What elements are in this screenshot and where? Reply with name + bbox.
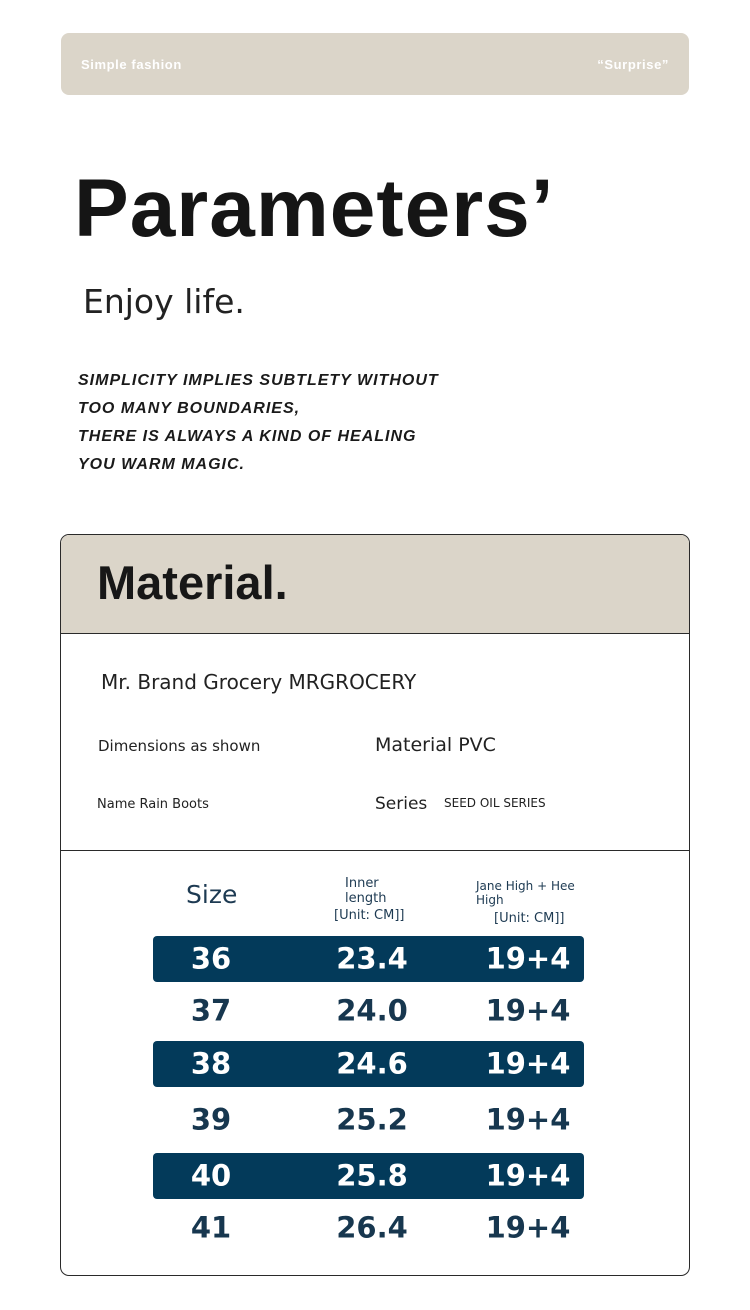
height-cell: 19+4: [485, 1158, 571, 1193]
header-size: Size: [186, 880, 238, 909]
material-header: [61, 535, 689, 634]
header-inner-unit: [Unit: CM]]: [334, 907, 405, 923]
table-row: [153, 1041, 584, 1087]
table-row: [153, 1097, 584, 1143]
page-subtitle: Enjoy life.: [83, 282, 245, 321]
header-height-line1: Jane High + Hee: [476, 879, 575, 893]
slogan-line: YOU WARM MAGIC.: [78, 456, 245, 473]
size-table: [61, 851, 689, 1276]
product-name-text: Name Rain Boots: [97, 797, 209, 812]
material-card: [60, 534, 690, 1276]
size-cell: 37: [190, 993, 232, 1028]
inner-length-cell: 24.6: [336, 1046, 408, 1081]
slogan-line: SIMPLICITY IMPLIES SUBTLETY WITHOUT: [78, 372, 439, 389]
table-row: [153, 936, 584, 982]
series-value: SEED OIL SERIES: [444, 796, 546, 810]
banner-right-text: “Surprise”: [597, 56, 669, 72]
material-text: Material PVC: [375, 734, 496, 756]
material-info: [61, 634, 689, 851]
dimensions-text: Dimensions as shown: [98, 737, 261, 755]
header-height: [476, 880, 575, 927]
size-cell: 36: [190, 941, 232, 976]
header-height-line2: High: [476, 892, 504, 907]
table-row: [153, 988, 584, 1034]
height-cell: 19+4: [485, 993, 571, 1028]
inner-length-cell: 26.4: [336, 1210, 408, 1245]
series-label: Series: [375, 794, 428, 814]
header-height-unit: [Unit: CM]]: [494, 910, 565, 926]
size-cell: 41: [190, 1210, 232, 1245]
size-cell: 39: [190, 1102, 232, 1137]
height-cell: 19+4: [485, 1046, 571, 1081]
brand-text: Mr. Brand Grocery MRGROCERY: [101, 670, 417, 694]
page-title: Parameters’: [74, 163, 555, 254]
height-cell: 19+4: [485, 1210, 571, 1245]
size-cell: 40: [190, 1158, 232, 1193]
header-inner-line1: Inner: [345, 876, 379, 891]
slogan-block: [78, 370, 439, 482]
slogan-line: TOO MANY BOUNDARIES,: [78, 400, 301, 417]
height-cell: 19+4: [485, 1102, 571, 1137]
inner-length-cell: 25.8: [336, 1158, 408, 1193]
table-row: [153, 1205, 584, 1251]
inner-length-cell: 24.0: [336, 993, 408, 1028]
size-cell: 38: [190, 1046, 232, 1081]
header-inner-line2: length: [345, 890, 387, 906]
table-row: [153, 1153, 584, 1199]
material-title: Material.: [97, 556, 288, 609]
top-banner: [61, 33, 689, 95]
inner-length-cell: 23.4: [336, 941, 408, 976]
height-cell: 19+4: [485, 941, 571, 976]
banner-left-text: Simple fashion: [81, 56, 182, 72]
inner-length-cell: 25.2: [336, 1102, 408, 1137]
slogan-line: THERE IS ALWAYS A KIND OF HEALING: [78, 428, 417, 445]
header-inner-length: [334, 876, 405, 924]
